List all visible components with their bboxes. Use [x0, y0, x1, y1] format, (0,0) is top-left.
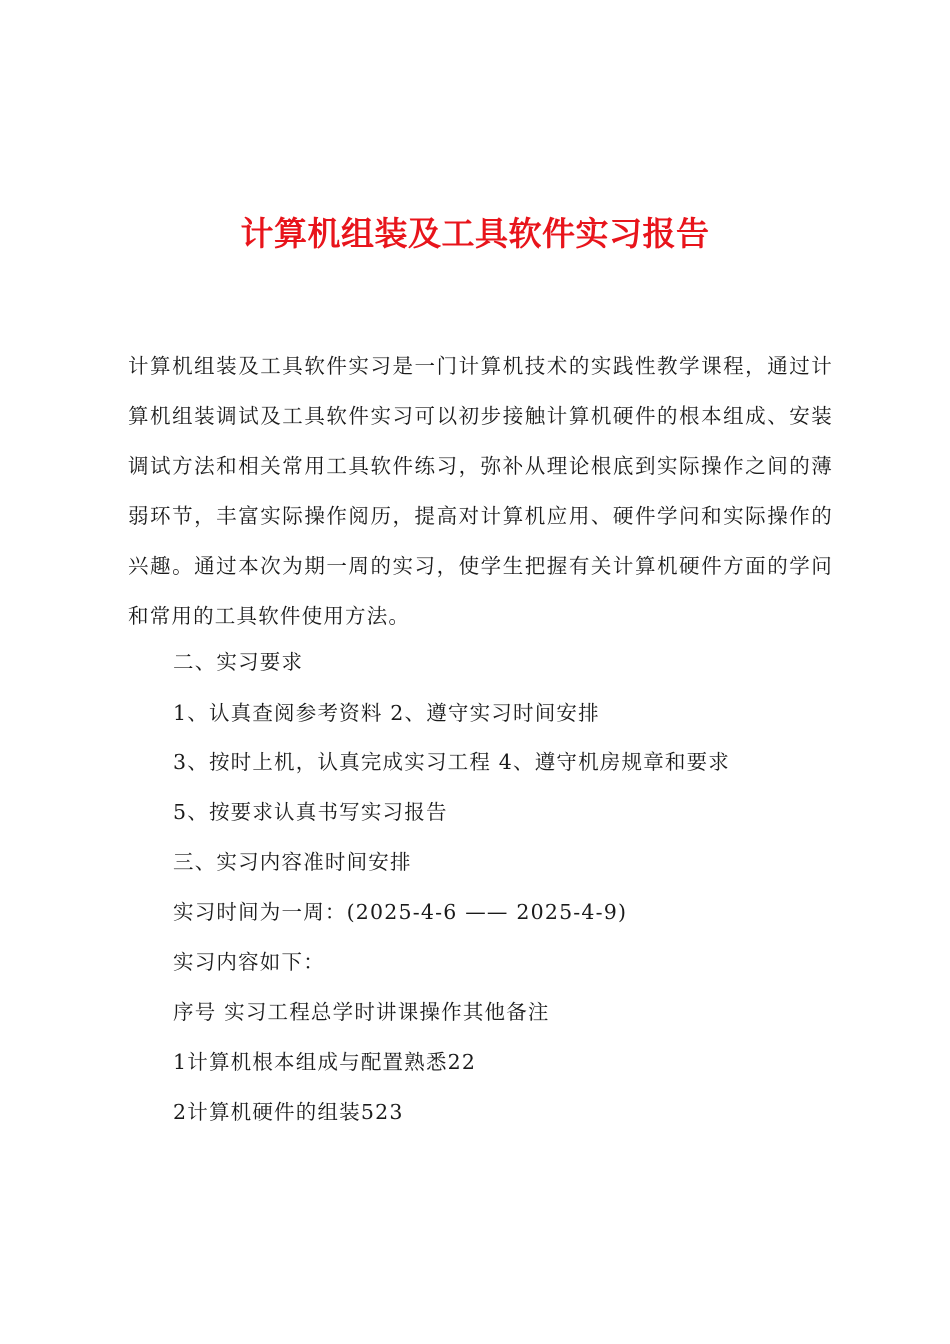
schedule-period: 实习时间为一周：(2025-4-6 —— 2025-4-9) — [173, 900, 628, 924]
section-heading-schedule: 三、实习内容准时间安排 — [173, 850, 412, 874]
requirement-line-3: 5、按要求认真书写实习报告 — [173, 800, 448, 824]
schedule-table-header: 序号 实习工程总学时讲课操作其他备注 — [173, 1000, 550, 1024]
intro-paragraph: 计算机组装及工具软件实习是一门计算机技术的实践性教学课程，通过计算机组装调试及工具软件实习可以初步接触计算机硬件的根本组成、安装调试方法和相关常用工具软件练习，弥补从理论根底到实际操作之间的薄弱环节，丰富实际操作阅历，提高对计算机应用、硬件学问和实际操作的兴趣。通过本次为期一周的实习，使学生把握有关计算机硬件方面的学问和常用的工具软件使用方法。 — [128, 354, 833, 628]
section-heading-requirements: 二、实习要求 — [173, 650, 304, 674]
requirement-line-2: 3、按时上机，认真完成实习工程 4、遵守机房规章和要求 — [173, 750, 731, 774]
schedule-row-1: 1计算机根本组成与配置熟悉22 — [173, 1050, 477, 1074]
schedule-row-2: 2计算机硬件的组装523 — [173, 1100, 404, 1124]
document-title: 计算机组装及工具软件实习报告 — [240, 214, 710, 253]
schedule-intro: 实习内容如下： — [173, 950, 325, 974]
requirement-line-1: 1、认真查阅参考资料 2、遵守实习时间安排 — [173, 701, 600, 725]
